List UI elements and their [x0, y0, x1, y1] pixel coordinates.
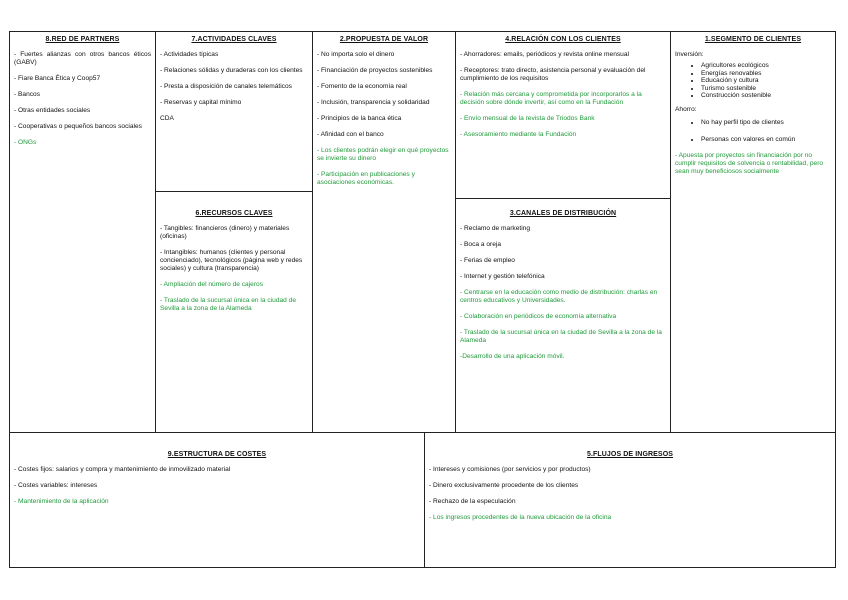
revenue-streams-block [424, 432, 836, 568]
list-item: - Inclusión, transparencia y solidaridad [317, 99, 430, 106]
activities-list [160, 51, 308, 123]
list-item: - Ampliación del número de cajeros [160, 281, 263, 288]
partners-list [14, 51, 151, 147]
bullet-item: • Educación y cultura [701, 77, 831, 85]
cost-structure-title: 9.ESTRUCTURA DE COSTES [167, 451, 267, 458]
list-item: - Intangibles: humanos (clientes y personal concienciado), tecnológicos (página web y redes sociales) y cultura (transparencia) [160, 249, 303, 272]
customer-segments-title: 1.SEGMENTO DE CLIENTES [704, 36, 802, 43]
list-item: - Fiare Banca Ética y Coop57 [14, 75, 101, 82]
list-item: -Desarrollo de una aplicación móvil. [460, 353, 565, 360]
list-item: - Tangibles: financieros (dinero) y materiales (oficinas) [160, 225, 290, 240]
list-item: - Dinero exclusivamente procedente de los clientes [429, 482, 579, 489]
list-item: - Otras entidades sociales [14, 107, 91, 114]
bullet-item: • Agricultores ecológicos [701, 62, 831, 70]
value-proposition-title: 2.PROPUESTA DE VALOR [339, 36, 429, 43]
bullet-item: • Personas con valores en común [701, 136, 831, 144]
list-item: - Boca a oreja [460, 241, 502, 248]
list-item: - Fuertes alianzas con otros bancos éticos (GABV) [14, 51, 151, 66]
list-item: - Traslado de la sucursal única en la ciudad de Sevilla a la zona de la Alameda [160, 297, 296, 312]
list-item: - Afinidad con el banco [317, 131, 384, 138]
list-item: - Los ingresos procedentes de la nueva ubicación de la oficina [429, 514, 612, 521]
list-item: - Costes fijos: salarios y compra y mantenimiento de inmovilizado material [14, 466, 231, 473]
list-item: - Asesoramiento mediante la Fundación [460, 131, 577, 138]
savings-label: Ahorro: [675, 105, 697, 113]
investment-list [675, 62, 831, 100]
list-item: - Ferias de empleo [460, 257, 515, 264]
list-item: - Presta a disposición de canales telemáticos [160, 83, 292, 90]
customer-relationship-list [460, 51, 666, 139]
bullet-item: • No hay perfil tipo de clientes [701, 119, 831, 127]
list-item: - Colaboración en periódicos de economía alternativa [460, 313, 617, 320]
activities-block [155, 31, 313, 192]
list-item: - Mantenimiento de la aplicación [14, 498, 109, 505]
list-item: - Los clientes podrán elegir en qué proyectos se invierte su dinero [317, 147, 449, 162]
list-item: - Traslado de la sucursal única en la ciudad de Sevilla a la zona de la Alameda [460, 329, 662, 344]
list-item: - Principios de la banca ética [317, 115, 402, 122]
list-item: - Participación en publicaciones y asociaciones económicas. [317, 171, 415, 186]
list-item: - Internet y gestión telefónica [460, 273, 545, 280]
cost-structure-list [14, 466, 420, 506]
list-item: - Rechazo de la especulación [429, 498, 516, 505]
list-item: - Fomento de la economía real [317, 83, 407, 90]
customer-relationship-block [455, 31, 671, 199]
value-proposition-block [312, 31, 456, 433]
value-proposition-list [317, 51, 451, 187]
resources-block [155, 191, 313, 433]
list-item: - ONGs [14, 139, 37, 146]
channels-list [460, 225, 666, 361]
savings-list [675, 119, 831, 143]
list-item: CDA [160, 115, 174, 122]
list-item: - Centrarse en la educación como medio de distribución: charlas en centros educativos y Universidades. [460, 289, 658, 304]
bullet-item: • Energías renovables [701, 70, 831, 78]
cost-structure-block [9, 432, 425, 568]
list-item: - Costes variables: intereses [14, 482, 98, 489]
revenue-streams-list [429, 466, 831, 522]
channels-title: 3.CANALES DE DISTRIBUCIÓN [509, 210, 617, 217]
list-item: - Bancos [14, 91, 41, 98]
customer-relationship-title: 4.RELACIÓN CON LOS CLIENTES [505, 36, 621, 43]
activities-title: 7.ACTIVIDADES CLAVES [191, 36, 277, 43]
investment-label: Inversión: [675, 51, 704, 58]
partners-block [9, 31, 156, 433]
list-item: - Intereses y comisiones (por servicios y por productos) [429, 466, 591, 473]
list-item: - Reservas y capital mínimo [160, 99, 242, 106]
list-item: - Actividades típicas [160, 51, 219, 58]
customer-segments-block [670, 31, 836, 433]
list-item: - Relación más cercana y comprometida por incorporarlos a la decisión sobre dónde invertir, así como en la Fundación [460, 91, 642, 106]
segments-green-note: - Apuesta por proyectos sin financiación por no cumplir requisitos de solvencia o rentabilidad, pero sean muy beneficiosos socialmente [675, 152, 824, 176]
list-item: - Envío mensual de la revista de Triodos Bank [460, 115, 595, 122]
partners-title: 8.RED DE PARTNERS [45, 36, 120, 43]
channels-block [455, 198, 671, 433]
list-item: - Relaciones sólidas y duraderas con los clientes [160, 67, 303, 74]
bullet-item: • Turismo sostenible [701, 85, 831, 93]
list-item: - Reclamo de marketing [460, 225, 530, 232]
list-item: - Financiación de proyectos sostenibles [317, 67, 433, 74]
resources-title: 6.RECURSOS CLAVES [195, 210, 273, 217]
revenue-streams-title: 5.FLUJOS DE INGRESOS [586, 451, 674, 458]
resources-list [160, 225, 308, 313]
list-item: - Receptores: trato directo, asistencia personal y evaluación del cumplimiento de los requisitos [460, 67, 646, 82]
list-item: - Cooperativas o pequeños bancos sociales [14, 123, 142, 130]
bullet-item: • Construcción sostenible [701, 92, 831, 100]
list-item: - No importa solo el dinero [317, 51, 395, 58]
list-item: - Ahorradores: emails, periódicos y revista online mensual [460, 51, 629, 58]
